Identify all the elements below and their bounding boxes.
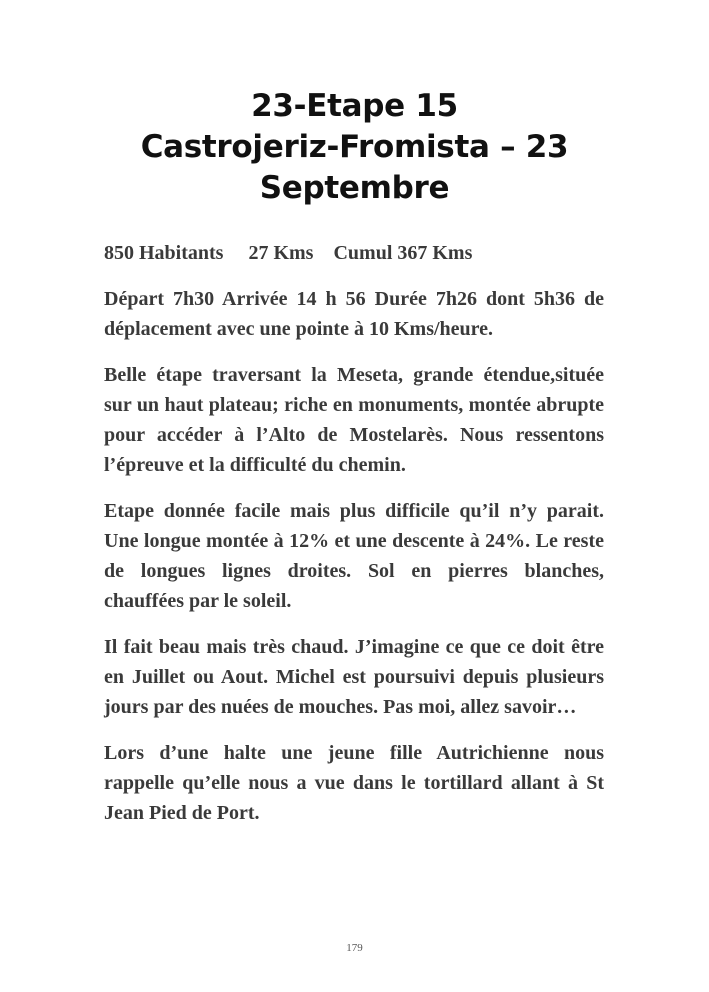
- title-line-1: 23-Etape 15: [251, 88, 458, 124]
- page-number: 179: [346, 942, 363, 954]
- page-title: [90, 86, 619, 209]
- paragraph-weather: Il fait beau mais très chaud. J’imagine ce que ce doit être en Juillet ou Aout. Michel est poursuivi depuis plusieurs jours par des nuées de mouches. Pas moi, allez savoir…: [104, 636, 604, 718]
- title-line-3: Septembre: [259, 170, 450, 206]
- stats-line: 850 Habitants 27 Kms Cumul 367 Kms: [104, 242, 473, 264]
- title-line-2: Castrojeriz-Fromista – 23: [140, 129, 569, 165]
- paragraph-departure: Départ 7h30 Arrivée 14 h 56 Durée 7h26 dont 5h36 de déplacement avec une pointe à 10 Kms/heure.: [104, 288, 604, 340]
- body-text: [104, 238, 604, 844]
- paragraph-meseta: Belle étape traversant la Meseta, grande étendue,située sur un haut plateau; riche en monuments, montée abrupte pour accéder à l’Alto de Mostelarès. Nous ressentons l’épreuve et la difficulté du chemin.: [104, 364, 604, 476]
- paragraph-stage-difficulty: Etape donnée facile mais plus difficile qu’il n’y parait. Une longue montée à 12% et une descente à 24%. Le reste de longues lignes droites. Sol en pierres blanches, chauffées par le soleil.: [104, 500, 604, 612]
- paragraph-halt: Lors d’une halte une jeune fille Autrichienne nous rappelle qu’elle nous a vue dans le tortillard allant à St Jean Pied de Port.: [104, 742, 604, 824]
